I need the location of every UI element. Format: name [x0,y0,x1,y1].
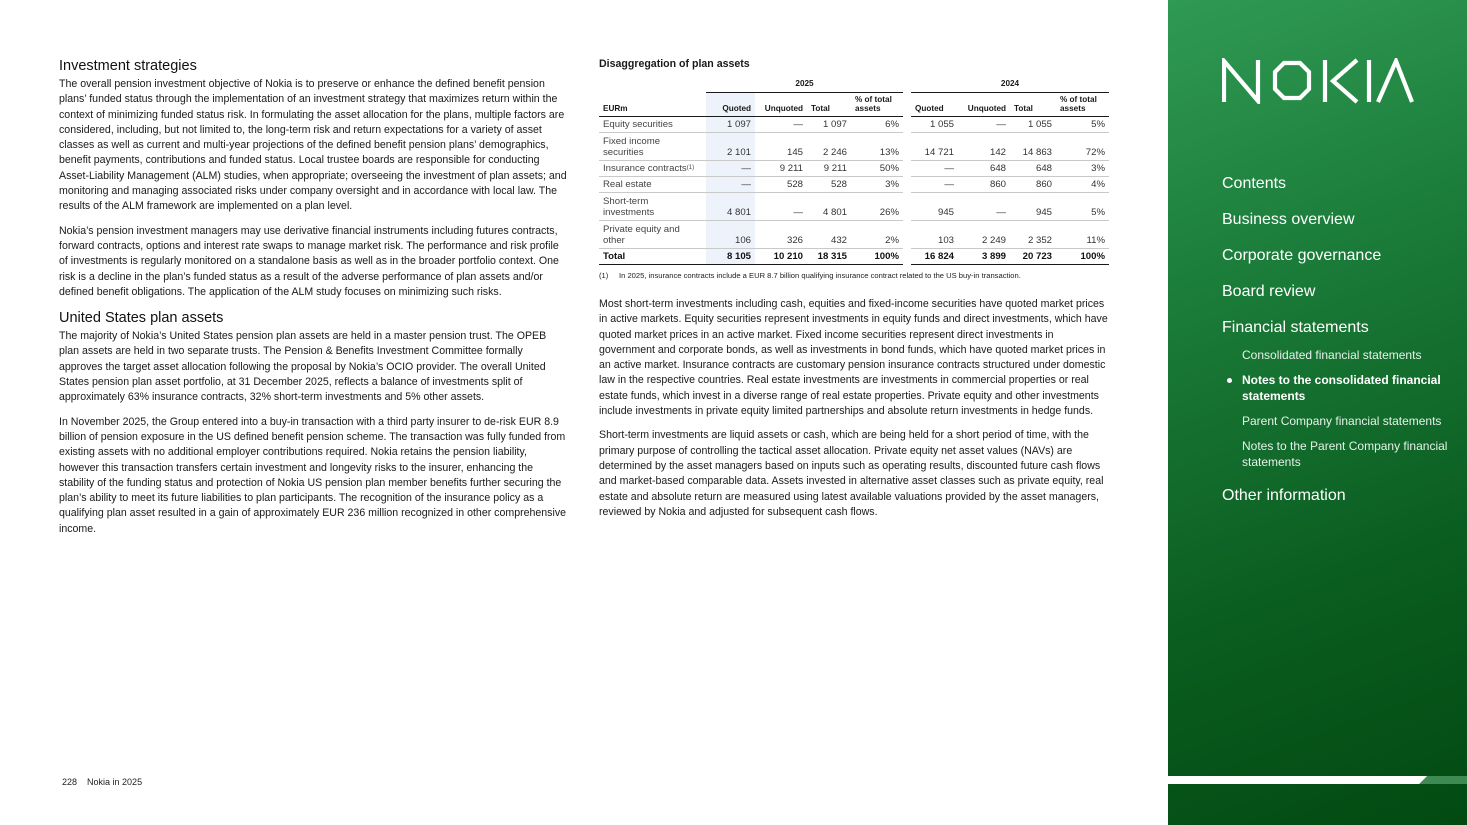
table-footnote [599,271,1111,280]
nav-financial-statements[interactable]: Financial statements [1222,319,1369,336]
col-header-unquoted: Unquoted [958,93,1010,117]
cell: 1 097 [706,117,755,133]
cell: 142 [958,133,1010,161]
cell: 106 [706,221,755,249]
cell: 4 801 [706,193,755,221]
paragraph: Nokia’s pension investment managers may use derivative financial instruments including futures contracts, forward contracts, options and interest rate swaps to manage market risk. The performance and risk profile of investments is regularly monitored on a standalone basis as well as in the broader portfolio context. One risk is a decline in the plan’s funded status as a result of the adverse performance of plan assets and/or defined benefit obligations. The application of the ALM study focuses on minimizing such risks. [59,224,559,298]
sidebar [1168,0,1467,825]
cell: 9 211 [807,161,851,177]
cell: 528 [807,177,851,193]
cell: 860 [1010,177,1056,193]
cell: 860 [958,177,1010,193]
table-title: Disaggregation of plan assets [599,58,750,70]
col-header-total: Total [807,93,851,117]
cell: — [911,177,958,193]
heading-investment-strategies: Investment strategies [59,58,197,74]
cell: 145 [755,133,807,161]
row-label: Real estate [599,177,706,193]
cell: 1 097 [807,117,851,133]
nokia-logo[interactable] [1222,58,1414,104]
row-label: Short-term investments [599,193,706,221]
cell: 432 [807,221,851,249]
cell: 5% [1056,193,1109,221]
cell: 100% [851,249,903,265]
cell: 5% [1056,117,1109,133]
cell: 326 [755,221,807,249]
cell: — [958,117,1010,133]
row-label-text: Insurance contracts [603,163,687,174]
paragraph: The overall pension investment objective of Nokia is to preserve or enhance the defined benefit pension plans’ funded status through the implementation of an investment strategy that maximizes return within the context of minimizing funded status risk. In formulating the asset allocation for the plans, multiple factors are considered, including, but not limited to, the long-term risk and return expectations for a variety of asset classes as well as current and multi-year projections of the defined benefit pension plans’ demographics, benefit payments, contributions and funded status. Local trustee boards are responsible for conducting Asset-Liability Management (ALM) studies, when appropriate; overseeing the investment of plan assets; and monitoring and managing associated risks under company oversight and in accordance with local law. The results of the ALM framework are implemented on a plan level. [59,78,567,213]
document-title: Nokia in 2025 [87,777,143,787]
year-2024: 2024 [911,76,1109,93]
table-total-row [599,249,1109,265]
cell: 100% [1056,249,1109,265]
cell: 72% [1056,133,1109,161]
cell: 103 [911,221,958,249]
cell: 3% [1056,161,1109,177]
paragraph: The majority of Nokia’s United States pension plan assets are held in a master pension trust. The OPEB plan assets are held in two separate trusts. The Pension & Benefits Investment Committee formally approves the target asset allocation following the proposal by Nokia’s OCIO provider. The overall United States pension plan asset portfolio, at 31 December 2025, reflects a balance of investments split of approximately 63% insurance contracts, 32% short-term investments and 5% other assets. [59,330,547,404]
column-header-row [599,93,1109,117]
cell: 6% [851,117,903,133]
col-header-eurm: EURm [599,93,706,117]
col-header-quoted: Quoted [911,93,958,117]
table-row [599,117,1109,133]
cell: 20 723 [1010,249,1056,265]
cell: 1 055 [911,117,958,133]
cell: — [706,177,755,193]
nav-sub-notes-parent[interactable]: Notes to the Parent Company financial statements [1242,439,1448,469]
row-label: Private equity and other [599,221,706,249]
row-label: Total [599,249,706,265]
cell: 3 899 [958,249,1010,265]
nav-other-information[interactable]: Other information [1222,487,1346,504]
nav-contents[interactable]: Contents [1222,175,1287,192]
sidebar-nav [1222,174,1452,522]
nav-sub-notes-consolidated[interactable]: Notes to the consolidated financial statements [1242,372,1452,404]
page-footer [62,777,142,787]
cell: 4% [1056,177,1109,193]
cell: 10 210 [755,249,807,265]
cell: 2% [851,221,903,249]
cell: 14 863 [1010,133,1056,161]
row-label: Equity securities [599,117,706,133]
footnote-marker: (1) [686,165,695,171]
cell: 2 101 [706,133,755,161]
table-row [599,133,1109,161]
year-header-row [599,76,1109,93]
cell: 14 721 [911,133,958,161]
cell: 1 055 [1010,117,1056,133]
cell: 945 [1010,193,1056,221]
paragraph: Most short-term investments including cash, equities and fixed-income securities have quoted market prices in active markets. Equity securities represent investments in equity funds and direct investments, which have quoted market prices in an active market. Fixed income securities represent direct investments in government and corporate bonds, as well as investments in bond funds, which have quoted market prices in an active market. Insurance contracts are customary pension insurance contracts structured under domestic law in the respective countries. Real estate investments are investments in commercial properties or real estate funds, which invest in a diverse range of real estate properties. Private equity and other investments include investments in private equity limited partnerships and absolute return investments in hedge funds. [599,298,1108,418]
paragraph: In November 2025, the Group entered into a buy-in transaction with a third party insurer to de-risk EUR 8.9 billion of pension exposure in the US defined benefit pension scheme. The transaction was fully funded from existing assets with no additional employer contributions required. Nokia retains the pension liability, however this transaction transfers certain investment and longevity risks to the insurer, enhancing the stability of the funding status and protection of Nokia US pension plan member benefits further securing the plan’s ability to meet its future liabilities to plan participants. The recognition of the insurance policy as a qualifying plan asset resulted in a gain of approximately EUR 236 million recognized in other comprehensive income. [59,415,567,535]
heading-us-plan-assets: United States plan assets [59,310,224,327]
cell: 3% [851,177,903,193]
cell: — [706,161,755,177]
cell: 2 246 [807,133,851,161]
paragraph: Short-term investments are liquid assets or cash, which are being held for a short period of time, with the primary purpose of controlling the tactical asset allocation. Private equity net asset values (NAVs) are determined by the asset managers based on inputs such as operating results, discounted future cash flows and market-based comparable data. Assets invested in alternative asset classes such as private equity, real estate and absolute return are measured using latest available valuations provided by the asset managers, reviewed by Nokia and adjusted for subsequent cash flows. [599,429,1104,518]
cell: 13% [851,133,903,161]
cell: 11% [1056,221,1109,249]
col-header-unquoted: Unquoted [755,93,807,117]
row-label [599,161,706,177]
nav-board-review[interactable]: Board review [1222,283,1316,300]
progress-fill [1168,776,1427,784]
cell: 945 [911,193,958,221]
col-header-pct: % of total assets [1056,93,1109,117]
footnote-number: (1) [599,271,609,280]
nav-sub-consolidated[interactable]: Consolidated financial statements [1242,348,1422,362]
cell: 528 [755,177,807,193]
cell: — [911,161,958,177]
col-header-quoted: Quoted [706,93,755,117]
plan-assets-table [599,76,1109,265]
table-row [599,193,1109,221]
cell: 50% [851,161,903,177]
cell: — [755,193,807,221]
cell: 2 249 [958,221,1010,249]
nav-sub-parent-company[interactable]: Parent Company financial statements [1242,414,1442,428]
cell: 8 105 [706,249,755,265]
table-row [599,161,1109,177]
cell: 16 824 [911,249,958,265]
cell: 4 801 [807,193,851,221]
cell: — [958,193,1010,221]
cell: 648 [958,161,1010,177]
right-column [599,57,1111,529]
cell: 648 [1010,161,1056,177]
reading-progress-bar [1168,776,1467,784]
table-row [599,177,1109,193]
nav-business-overview[interactable]: Business overview [1222,211,1355,228]
cell: 2 352 [1010,221,1056,249]
cell: 18 315 [807,249,851,265]
col-header-pct: % of total assets [851,93,903,117]
nav-corporate-governance[interactable]: Corporate governance [1222,247,1382,264]
cell: — [755,117,807,133]
year-2025: 2025 [706,76,903,93]
footnote-text: In 2025, insurance contracts include a EUR 8.7 billion qualifying insurance contract related to the US buy-in transaction. [619,271,1021,280]
cell: 9 211 [755,161,807,177]
left-column [59,57,569,546]
page-number: 228 [62,777,78,787]
row-label: Fixed income securities [599,133,706,161]
table-row [599,221,1109,249]
col-header-total: Total [1010,93,1056,117]
cell: 26% [851,193,903,221]
